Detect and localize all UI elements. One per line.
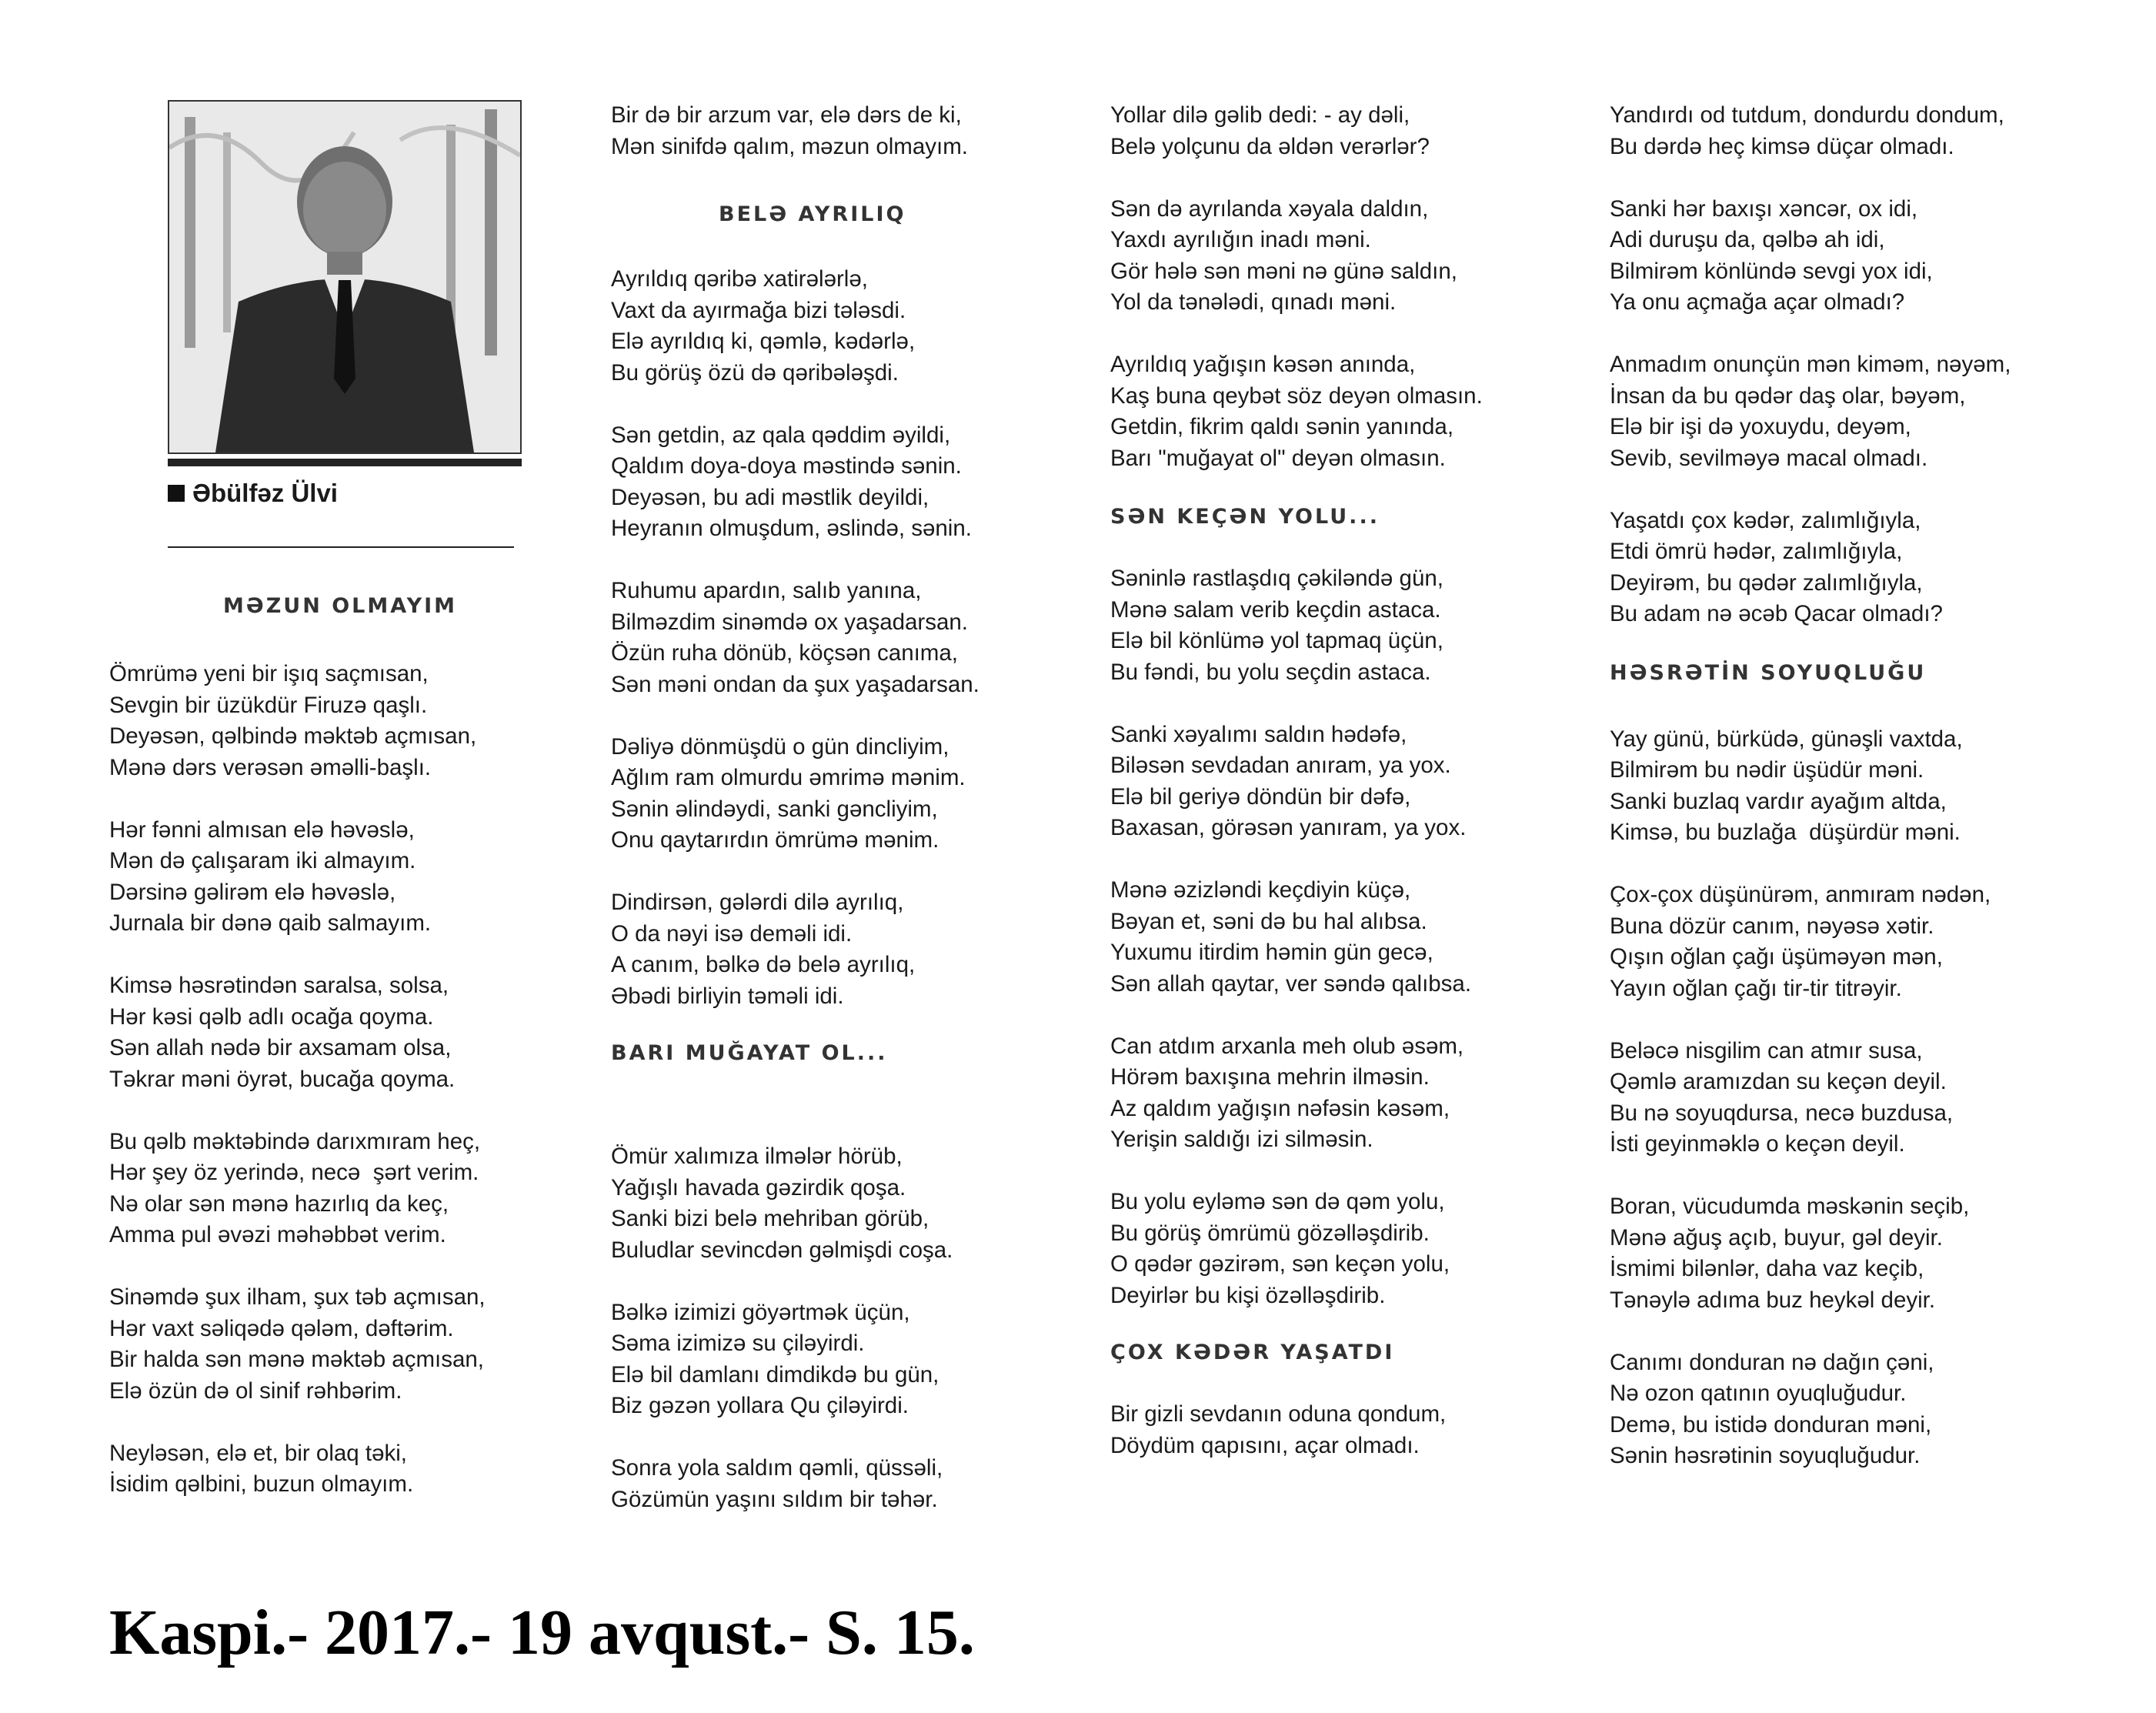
verse-line: Sanki bizi belə mehriban görüb,	[611, 1206, 929, 1231]
verse-line: Yollar dilə gəlib dedi: - ay dəli,	[1110, 102, 1410, 128]
verse-line: Getdin, fikrim qaldı sənin yanında,	[1110, 414, 1454, 439]
stanza	[1110, 100, 1572, 162]
verse-line: Səninlə rastlaşdıq çəkiləndə gün,	[1110, 566, 1443, 591]
photo-divider	[168, 459, 522, 466]
column-4	[1610, 100, 2102, 1472]
column-1	[109, 100, 540, 1501]
poem-title: BELƏ AYRILIQ	[719, 202, 906, 226]
verse-line: Buna dözür canım, nəyəsə xətir.	[1610, 913, 1934, 939]
verse-line: Sən allah nədə bir axsamam olsa,	[109, 1035, 452, 1060]
verse-line: Qaldım doya-doya məstində sənin.	[611, 453, 962, 479]
verse-line: Sanki hər baxışı xəncər, ox idi,	[1610, 195, 1918, 222]
stanza	[1110, 1187, 1572, 1311]
verse-line: Deyəsən, bu adi məstlik deyildi,	[611, 484, 929, 510]
verse-line: Yol da tənələdi, qınadı məni.	[1110, 289, 1397, 315]
verse-line: Yerişin saldığı izi silməsin.	[1110, 1127, 1373, 1152]
verse-line: Bilmirəm bu nədir üşüdür məni.	[1610, 757, 1924, 783]
stanza	[1610, 100, 2102, 162]
verse-line: Bir də bir arzum var, elə dərs de ki,	[611, 102, 962, 128]
verse-line: Elə bil könlümə yol tapmaq üçün,	[1110, 628, 1443, 653]
verse-line: Nə olar sən mənə hazırlıq da keç,	[109, 1190, 449, 1217]
verse-line: Tənəylə adıma buz heykəl deyir.	[1610, 1287, 1936, 1313]
author-byline	[168, 479, 540, 508]
stanza	[1110, 875, 1572, 1000]
verse-line: Hər kəsi qəlb adlı ocağa qoyma.	[109, 1003, 434, 1030]
verse-line: Dindirsən, gələrdi dilə ayrılıq,	[611, 890, 904, 915]
verse-line: Səma izimizə su çiləyirdi.	[611, 1331, 865, 1356]
verse-line: Yaşatdı çox kədər, zalımlığıyla,	[1610, 507, 1921, 533]
verse-line: Hörəm baxışına mehrin ilməsin.	[1110, 1064, 1430, 1090]
verse-line: Neyləsən, elə et, bir olaq təki,	[109, 1440, 407, 1466]
verse-line: Sanki xəyalımı saldın hədəfə,	[1110, 721, 1407, 747]
verse-line: Yayın oğlan çağı tir-tir titrəyir.	[1610, 975, 1902, 1001]
stanza	[1610, 194, 2102, 319]
verse-line: Biləsən sevdadan anıram, ya yox.	[1110, 753, 1451, 778]
stanza	[1110, 349, 1572, 474]
verse-line: Ömrümə yeni bir işıq saçmısan,	[109, 661, 429, 686]
stanza	[611, 1141, 1065, 1266]
poem-title: MƏZUN OLMAYIM	[222, 594, 458, 618]
verse-line: Bu görüş özü də qəribələşdi.	[611, 359, 899, 386]
verse-line: Yuxumu itirdim həmin gün gecə,	[1110, 940, 1433, 965]
verse-line: Bu dərdə heç kimsə düçar olmadı.	[1610, 133, 1954, 159]
stanza	[611, 1453, 1065, 1515]
verse-line: Elə bil geriyə döndün bir dəfə,	[1110, 783, 1411, 810]
stanza	[109, 1438, 540, 1501]
stanza	[611, 732, 1065, 856]
stanza	[1610, 724, 2102, 849]
verse-line: Hər şey öz yerində, necə şərt verim.	[109, 1160, 479, 1185]
verse-line: Bəlkə izimizi göyərtmək üçün,	[611, 1299, 910, 1325]
verse-line: Bəyan et, səni də bu hal alıbsa.	[1110, 908, 1427, 934]
verse-line: Bilmirəm könlündə sevgi yox idi,	[1610, 258, 1933, 284]
square-bullet-icon	[168, 485, 185, 502]
verse-line: Hər vaxt səliqədə qələm, dəftərim.	[109, 1315, 454, 1341]
verse-line: Can atdım arxanla meh olub əsəm,	[1110, 1033, 1464, 1059]
verse-line: Kaş buna qeybət söz deyən olmasın.	[1110, 382, 1483, 409]
verse-line: Ayrıldıq yağışın kəsən anında,	[1110, 352, 1416, 377]
verse-line: Yandırdı od tutdum, dondurdu dondum,	[1610, 102, 2004, 128]
verse-line: Canımı donduran nə dağın çəni,	[1610, 1349, 1934, 1375]
verse-line: Döydüm qapısını, açar olmadı.	[1110, 1432, 1420, 1458]
stanza	[109, 1127, 540, 1251]
stanza	[611, 576, 1065, 700]
verse-line: Qışın oğlan çağı üşüməyən mən,	[1610, 944, 1943, 970]
column-2	[611, 100, 1065, 1515]
verse-line: İsidim qəlbini, buzun olmayım.	[109, 1471, 414, 1497]
verse-line: Sinəmdə şux ilham, şux təb açmısan,	[109, 1284, 486, 1310]
verse-line: Yaxdı ayrılığın inadı məni.	[1110, 227, 1371, 252]
verse-line: Bu yolu eyləmə sən də qəm yolu,	[1110, 1189, 1445, 1214]
stanza	[109, 659, 540, 783]
verse-line: Bu görüş ömrümü gözəlləşdirib.	[1110, 1220, 1430, 1246]
verse-line: Bu adam nə əcəb Qacar olmadı?	[1610, 601, 1943, 626]
column-3	[1110, 100, 1572, 1461]
verse-line: Mən sinifdə qalım, məzun olmayım.	[611, 133, 968, 159]
verse-line: Əbədi birliyin təməli idi.	[611, 983, 844, 1009]
verse-line: Elə ayrıldıq ki, qəmlə, kədərlə,	[611, 329, 916, 354]
verse-line: Sən məni ondan da şux yaşadarsan.	[611, 671, 980, 697]
poem-title: ÇOX KƏDƏR YAŞATDI	[1110, 1341, 1395, 1364]
verse-line: Bu qəlb məktəbində darıxmıram heç,	[109, 1128, 481, 1154]
verse-line: O da nəyi isə deməli idi.	[611, 920, 853, 947]
verse-line: Ağlım ram olmurdu əmrimə mənim.	[611, 765, 966, 790]
verse-line: Sevgin bir üzükdür Firuzə qaşlı.	[109, 692, 428, 718]
verse-line: Adi duruşu da, qəlbə ah idi,	[1610, 227, 1885, 252]
poem-title: SƏN KEÇƏN YOLU...	[1110, 505, 1380, 529]
verse-line: Dəliyə dönmüşdü o gün dincliyim,	[611, 733, 950, 760]
stanza	[109, 970, 540, 1095]
stanza	[1610, 1191, 2102, 1316]
verse-line: Etdi ömrü hədər, zalımlığıyla,	[1610, 539, 1903, 564]
verse-line: Sən getdin, az qala qəddim əyildi,	[611, 422, 951, 448]
stanza	[1610, 1036, 2102, 1160]
verse-line: İsmimi bilənlər, daha vaz keçib,	[1610, 1256, 1924, 1281]
verse-line: O qədər gəzirəm, sən keçən yolu,	[1110, 1251, 1450, 1277]
verse-line: Gözümün yaşını sıldım bir təhər.	[611, 1486, 938, 1512]
verse-line: Mənə əzizləndi keçdiyin küçə,	[1110, 877, 1411, 903]
verse-line: Deyirlər bu kişi özəlləşdirib.	[1110, 1282, 1386, 1308]
stanza	[109, 815, 540, 940]
verse-line: Baxasan, görəsən yanıram, ya yox.	[1110, 815, 1467, 840]
verse-line: Belə yolçunu da əldən verərlər?	[1110, 133, 1430, 159]
verse-line: Hər fənni almısan elə həvəslə,	[109, 816, 415, 843]
verse-line: Mənə salam verib keçdin astaca.	[1110, 596, 1441, 623]
verse-line: Özün ruha dönüb, köçsən canıma,	[611, 640, 958, 666]
stanza	[1610, 880, 2102, 1004]
poem-title: BARI MUĞAYAT OL...	[611, 1041, 888, 1065]
verse-line: Ömür xalımıza ilmələr hörüb,	[611, 1144, 903, 1169]
verse-line: Vaxt da ayırmağa bizi tələsdi.	[611, 297, 906, 323]
stanza	[1110, 720, 1572, 844]
verse-line: Buludlar sevincdən gəlmişdi coşa.	[611, 1237, 953, 1263]
verse-line: Ruhumu apardın, salıb yanına,	[611, 578, 922, 603]
poem-title: HƏSRƏTİN SOYUQLUĞU	[1610, 660, 1927, 685]
verse-line: Gör hələ sən məni nə günə saldın,	[1110, 258, 1457, 284]
verse-line: Demə, bu istidə donduran məni,	[1610, 1411, 1932, 1438]
verse-line: Boran, vücudumda məskənin seçib,	[1610, 1194, 1970, 1219]
verse-line: Yay günü, bürküdə, günəşli vaxtda,	[1610, 726, 1963, 752]
verse-line: Mənə dərs verəsən əməlli-başlı.	[109, 754, 432, 780]
verse-line: İsti geyinməklə o keçən deyil.	[1610, 1131, 1905, 1157]
verse-line: Elə bir işi də yoxuydu, deyəm,	[1610, 414, 1911, 439]
verse-line: Ya onu açmağa açar olmadı?	[1610, 289, 1905, 315]
verse-line: Deyirəm, bu qədər zalımlığıyla,	[1610, 569, 1923, 596]
verse-line: Onu qaytarırdın ömrümə mənim.	[611, 827, 939, 853]
verse-line: Nə ozon qatının oyuqluğudur.	[1610, 1381, 1907, 1406]
verse-line: Amma pul əvəzi məhəbbət verim.	[109, 1222, 446, 1247]
verse-line: Sənin həsrətinin soyuqluğudur.	[1610, 1443, 1921, 1468]
verse-line: Jurnala bir dənə qaib salmayım.	[109, 910, 432, 936]
stanza	[611, 1297, 1065, 1422]
stanza	[1110, 1031, 1572, 1156]
verse-line: Sən də ayrılanda xəyala daldın,	[1110, 195, 1429, 222]
verse-line: Heyranın olmuşdum, əslində, sənin.	[611, 516, 972, 541]
verse-line: Mən də çalışaram iki almayım.	[109, 848, 416, 873]
verse-line: Deyəsən, qəlbində məktəb açmısan,	[109, 723, 477, 749]
verse-line: Bu fəndi, bu yolu seçdin astaca.	[1110, 659, 1431, 685]
author-photo	[168, 100, 522, 454]
stanza	[611, 100, 1065, 162]
author-name: Əbülfəz Ülvi	[192, 479, 338, 507]
verse-line: Kimsə, bu buzlağa düşürdür məni.	[1610, 820, 1961, 845]
stanza	[1610, 1347, 2102, 1472]
verse-line: Sənin əlindəydi, sanki gəncliyim,	[611, 796, 938, 822]
verse-line: Mənə ağuş açıb, buyur, gəl deyir.	[1610, 1224, 1943, 1251]
stanza	[1610, 506, 2102, 630]
stanza	[1110, 563, 1572, 688]
verse-line: Sən allah qaytar, ver səndə qalıbsa.	[1110, 970, 1472, 997]
verse-line: Bir gizli sevdanın oduna qondum,	[1110, 1401, 1447, 1427]
verse-line: A canım, bəlkə də belə ayrılıq,	[611, 952, 916, 977]
stanza	[1110, 194, 1572, 319]
verse-line: Bilməzdim sinəmdə ox yaşadarsan.	[611, 609, 969, 635]
stanza	[1610, 349, 2102, 474]
verse-line: Bir halda sən mənə məktəb açmısan,	[109, 1347, 484, 1372]
stanza	[1110, 1399, 1572, 1461]
verse-line: Sonra yola saldım qəmli, qüssəli,	[611, 1455, 943, 1481]
verse-line: İnsan da bu qədər daş olar, bəyəm,	[1610, 382, 1966, 409]
author-portrait-image	[169, 102, 520, 452]
verse-line: Sevib, sevilməyə macal olmadı.	[1610, 445, 1928, 471]
verse-line: Barı "muğayat ol" deyən olmasın.	[1110, 445, 1446, 471]
verse-line: Elə özün də ol sinif rəhbərim.	[109, 1377, 402, 1404]
verse-line: Anmadım onunçün mən kiməm, nəyəm,	[1610, 352, 2011, 377]
verse-line: Çox-çox düşünürəm, anmıram nədən,	[1610, 882, 1991, 907]
stanza	[611, 887, 1065, 1012]
verse-line: Bu nə soyuqdursa, necə buzdusa,	[1610, 1100, 1954, 1126]
verse-line: Biz gəzən yollara Qu çiləyirdi.	[611, 1393, 909, 1418]
verse-line: Qəmlə aramızdan su keçən deyil.	[1610, 1069, 1947, 1094]
verse-line: Sanki buzlaq vardır ayağım altda,	[1610, 788, 1947, 814]
stanza	[611, 420, 1065, 545]
verse-line: Elə bil damlanı dimdikdə bu gün,	[611, 1361, 939, 1387]
verse-line: Beləcə nisgilim can atmır susa,	[1610, 1037, 1923, 1064]
verse-line: Dərsinə gəlirəm elə həvəslə,	[109, 879, 396, 905]
verse-line: Kimsə həsrətindən saralsa, solsa,	[109, 973, 449, 998]
stanza	[611, 264, 1065, 389]
verse-line: Ayrıldıq qəribə xatirələrlə,	[611, 266, 868, 292]
stanza	[109, 1282, 540, 1407]
verse-line: Təkrar məni öyrət, bucağa qoyma.	[109, 1066, 456, 1092]
verse-line: Az qaldım yağışın nəfəsin kəsəm,	[1110, 1095, 1450, 1121]
source-citation: Kaspi.- 2017.- 19 avqust.- S. 15.	[109, 1597, 975, 1668]
verse-line: Yağışlı havada gəzirdik qoşa.	[611, 1174, 906, 1200]
